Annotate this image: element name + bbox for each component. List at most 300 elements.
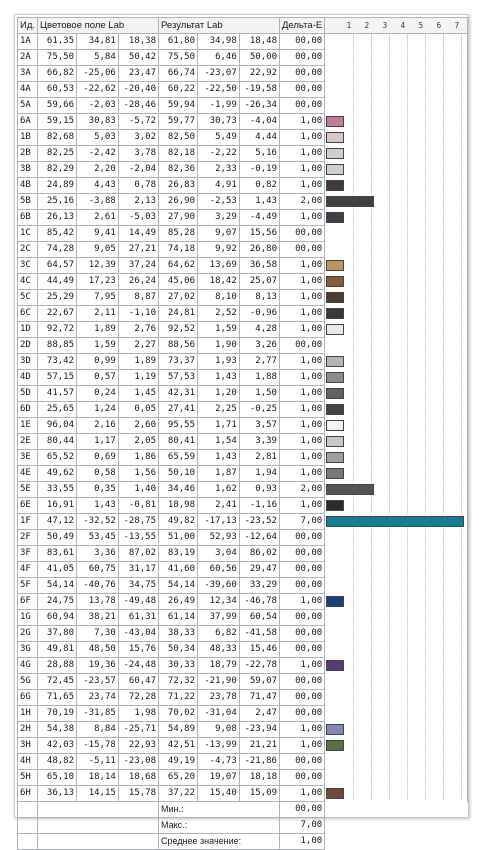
result-lab-value: 26,83 [159, 178, 198, 194]
grid-line [353, 114, 354, 129]
grid-line [371, 66, 372, 81]
target-lab-value: -15,78 [77, 738, 119, 754]
grid-line [443, 402, 444, 417]
summary-label: Макс.: [159, 818, 280, 834]
result-lab-value: 70,02 [159, 706, 198, 722]
target-lab-value: 23,74 [77, 690, 119, 706]
delta-bar [326, 500, 344, 511]
target-lab-value: 5,03 [77, 130, 119, 146]
target-lab-value: 57,15 [38, 370, 77, 386]
grid-line [461, 754, 462, 769]
delta-e-value: 7,00 [279, 514, 324, 530]
grid-line [425, 98, 426, 113]
target-lab-value: 1,59 [77, 338, 119, 354]
bar-track [325, 82, 448, 97]
grid-line [443, 706, 444, 721]
delta-e-value: 1,00 [279, 210, 324, 226]
delta-e-value: 00,00 [279, 690, 324, 706]
patch-id-cell: 1D [18, 322, 38, 338]
target-lab-value: 25,65 [38, 402, 77, 418]
grid-line [353, 498, 354, 513]
grid-line [461, 546, 462, 561]
grid-line [353, 306, 354, 321]
grid-line [443, 114, 444, 129]
result-lab-value: 2,33 [198, 162, 240, 178]
grid-line [443, 674, 444, 689]
delta-bar-cell [325, 610, 468, 626]
grid-line [461, 690, 462, 705]
patch-id-cell: 6C [18, 306, 38, 322]
patch-id-cell: 1A [18, 34, 38, 50]
target-lab-value: 85,42 [38, 226, 77, 242]
grid-line [443, 690, 444, 705]
target-lab-value: -23,57 [77, 674, 119, 690]
grid-line [389, 370, 390, 385]
result-lab-value: 1,43 [239, 194, 279, 210]
grid-line [425, 546, 426, 561]
grid-line [389, 578, 390, 593]
grid-line [443, 482, 444, 497]
result-lab-value: 86,02 [239, 546, 279, 562]
patch-id-cell: 2G [18, 626, 38, 642]
result-lab-value: -21,90 [198, 674, 240, 690]
delta-bar-cell [325, 562, 468, 578]
table-row [18, 210, 468, 226]
delta-bar [326, 484, 374, 495]
summary-spacer [18, 834, 38, 850]
patch-id-cell: 3B [18, 162, 38, 178]
grid-line [371, 450, 372, 465]
result-lab-value: 4,28 [239, 322, 279, 338]
grid-line [389, 642, 390, 657]
result-lab-value: 38,33 [159, 626, 198, 642]
grid-line [443, 130, 444, 145]
grid-line [389, 562, 390, 577]
x-tick-label: 4 [400, 21, 406, 30]
result-lab-value: -22,78 [239, 658, 279, 674]
grid-line [371, 786, 372, 801]
target-lab-value: 60,53 [38, 82, 77, 98]
grid-line [353, 786, 354, 801]
patch-id-cell: 2E [18, 434, 38, 450]
bar-track [325, 754, 448, 769]
grid-line [407, 450, 408, 465]
target-lab-value: -0,81 [118, 498, 158, 514]
delta-bar-cell [325, 258, 468, 274]
grid-line [425, 386, 426, 401]
grid-line [425, 530, 426, 545]
result-lab-value: 6,46 [198, 50, 240, 66]
patch-id-cell: 6F [18, 594, 38, 610]
summary-row [18, 802, 468, 818]
delta-e-value: 1,00 [279, 370, 324, 386]
result-lab-value: 21,21 [239, 738, 279, 754]
table-row [18, 274, 468, 290]
grid-line [371, 98, 372, 113]
patch-id-cell: 4C [18, 274, 38, 290]
grid-line [353, 370, 354, 385]
delta-bar-cell [325, 50, 468, 66]
result-lab-value: 15,46 [239, 642, 279, 658]
grid-line [425, 162, 426, 177]
grid-line [407, 274, 408, 289]
patch-id-cell: 4H [18, 754, 38, 770]
result-lab-value: 26,80 [239, 242, 279, 258]
target-lab-value: 82,29 [38, 162, 77, 178]
delta-bar-cell [325, 194, 468, 210]
bar-track [325, 418, 448, 433]
result-lab-value: 65,20 [159, 770, 198, 786]
target-lab-value: 9,41 [77, 226, 119, 242]
grid-line [371, 738, 372, 753]
x-tick-label: 1 [346, 21, 352, 30]
delta-e-value: 00,00 [279, 66, 324, 82]
target-lab-value: 83,61 [38, 546, 77, 562]
table-row [18, 562, 468, 578]
grid-line [443, 146, 444, 161]
target-lab-value: 0,57 [77, 370, 119, 386]
grid-line [443, 562, 444, 577]
target-lab-value: 3,78 [118, 146, 158, 162]
result-lab-value: -0,19 [239, 162, 279, 178]
grid-line [443, 450, 444, 465]
bar-track [325, 386, 448, 401]
result-lab-value: 9,92 [198, 242, 240, 258]
patch-id-cell: 4F [18, 562, 38, 578]
grid-line [461, 418, 462, 433]
grid-line [425, 562, 426, 577]
grid-line [353, 738, 354, 753]
target-lab-value: 75,50 [38, 50, 77, 66]
grid-line [443, 738, 444, 753]
delta-e-value: 1,00 [279, 658, 324, 674]
target-lab-value: 1,43 [77, 498, 119, 514]
summary-value: 00,00 [279, 802, 324, 818]
bar-track [325, 658, 448, 673]
result-lab-value: 18,18 [239, 770, 279, 786]
grid-line [389, 34, 390, 49]
table-row [18, 690, 468, 706]
bar-track [325, 194, 448, 209]
result-lab-value: -26,34 [239, 98, 279, 114]
target-lab-value: 25,29 [38, 290, 77, 306]
result-lab-value: 61,14 [159, 610, 198, 626]
delta-bar-cell [325, 754, 468, 770]
result-lab-value: 33,29 [239, 578, 279, 594]
target-lab-value: 2,20 [77, 162, 119, 178]
grid-line [353, 562, 354, 577]
grid-line [389, 226, 390, 241]
target-lab-value: 27,21 [118, 242, 158, 258]
bar-track [325, 514, 448, 529]
grid-line [407, 178, 408, 193]
table-row [18, 466, 468, 482]
delta-e-value: 1,00 [279, 498, 324, 514]
delta-bar-cell [325, 338, 468, 354]
result-lab-value: -2,53 [198, 194, 240, 210]
target-lab-value: 7,95 [77, 290, 119, 306]
target-lab-value: 73,42 [38, 354, 77, 370]
result-lab-value: 1,50 [239, 386, 279, 402]
target-lab-value: 60,75 [77, 562, 119, 578]
target-lab-value: 61,35 [38, 34, 77, 50]
table-row [18, 530, 468, 546]
grid-line [371, 370, 372, 385]
grid-line [425, 642, 426, 657]
result-lab-value: 64,62 [159, 258, 198, 274]
result-lab-value: 25,07 [239, 274, 279, 290]
target-lab-value: 88,85 [38, 338, 77, 354]
delta-e-value: 1,00 [279, 722, 324, 738]
target-lab-value: -1,10 [118, 306, 158, 322]
result-lab-value: -22,50 [198, 82, 240, 98]
patch-id-cell: 4D [18, 370, 38, 386]
delta-bar-cell [325, 530, 468, 546]
patch-id-cell: 3D [18, 354, 38, 370]
target-lab-value: 34,75 [118, 578, 158, 594]
grid-line [425, 66, 426, 81]
table-row [18, 610, 468, 626]
grid-line [353, 722, 354, 737]
grid-line [461, 34, 462, 49]
grid-line [353, 706, 354, 721]
grid-line [425, 82, 426, 97]
delta-e-value: 2,00 [279, 482, 324, 498]
grid-line [461, 146, 462, 161]
grid-line [371, 338, 372, 353]
grid-line [461, 194, 462, 209]
grid-line [389, 738, 390, 753]
grid-line [443, 370, 444, 385]
grid-line [443, 82, 444, 97]
result-lab-value: 24,81 [159, 306, 198, 322]
bar-track [325, 34, 448, 49]
grid-line [389, 546, 390, 561]
grid-line [389, 194, 390, 209]
target-lab-value: 14,15 [77, 786, 119, 802]
grid-line [353, 258, 354, 273]
grid-line [461, 594, 462, 609]
grid-line [407, 434, 408, 449]
delta-bar-cell [325, 482, 468, 498]
delta-e-value: 00,00 [279, 82, 324, 98]
patch-id-cell: 5F [18, 578, 38, 594]
grid-line [353, 50, 354, 65]
table-row [18, 322, 468, 338]
target-lab-value: 12,39 [77, 258, 119, 274]
delta-bar-cell [325, 578, 468, 594]
delta-bar-cell [325, 34, 468, 50]
target-lab-value: 34,81 [77, 34, 119, 50]
grid-line [389, 66, 390, 81]
grid-line [353, 82, 354, 97]
grid-line [407, 786, 408, 801]
delta-e-value: 1,00 [279, 354, 324, 370]
delta-e-header: Дельта-E [279, 18, 324, 34]
delta-e-value: 00,00 [279, 754, 324, 770]
grid-line [443, 434, 444, 449]
delta-e-value: 1,00 [279, 130, 324, 146]
grid-line [425, 258, 426, 273]
target-lab-value: 1,89 [118, 354, 158, 370]
result-lab-value: 8,10 [198, 290, 240, 306]
grid-line [371, 642, 372, 657]
bar-track [325, 130, 448, 145]
table-row [18, 402, 468, 418]
target-lab-value: 1,45 [118, 386, 158, 402]
summary-spacer [38, 818, 159, 834]
grid-line [407, 34, 408, 49]
result-lab-value: 1,88 [239, 370, 279, 386]
grid-line [425, 594, 426, 609]
patch-id-cell: 2C [18, 242, 38, 258]
grid-line [407, 210, 408, 225]
target-lab-value: 1,56 [118, 466, 158, 482]
result-lab-value: 15,40 [198, 786, 240, 802]
grid-line [389, 658, 390, 673]
result-lab-value: 3,39 [239, 434, 279, 450]
target-lab-value: -28,46 [118, 98, 158, 114]
target-lab-value: 0,35 [77, 482, 119, 498]
result-lab-value: -23,52 [239, 514, 279, 530]
grid-line [389, 98, 390, 113]
result-lab-value: 60,22 [159, 82, 198, 98]
grid-line [443, 466, 444, 481]
target-lab-value: 49,81 [38, 642, 77, 658]
grid-line [389, 498, 390, 513]
grid-line [371, 354, 372, 369]
delta-e-value: 00,00 [279, 226, 324, 242]
bar-track [325, 162, 448, 177]
result-lab-value: 60,54 [239, 610, 279, 626]
grid-line [389, 210, 390, 225]
result-lab-value: 1,90 [198, 338, 240, 354]
target-lab-value: 47,12 [38, 514, 77, 530]
table-row [18, 370, 468, 386]
grid-line [425, 354, 426, 369]
target-lab-value: 41,57 [38, 386, 77, 402]
target-lab-value: 48,50 [77, 642, 119, 658]
grid-line [461, 402, 462, 417]
result-lab-value: 41,60 [159, 562, 198, 578]
target-lab-value: -43,04 [118, 626, 158, 642]
result-lab-value: -4,04 [239, 114, 279, 130]
target-lab-value: 53,45 [77, 530, 119, 546]
table-row [18, 130, 468, 146]
delta-bar [326, 196, 374, 207]
bar-track [325, 770, 448, 785]
bar-track [325, 50, 448, 65]
grid-line [425, 770, 426, 785]
patch-id-cell: 1C [18, 226, 38, 242]
target-lab-value: 82,25 [38, 146, 77, 162]
table-row [18, 258, 468, 274]
target-lab-value: 9,05 [77, 242, 119, 258]
delta-bar-cell [325, 210, 468, 226]
grid-line [407, 402, 408, 417]
grid-line [389, 450, 390, 465]
delta-bar [326, 372, 344, 383]
delta-bar-cell [325, 690, 468, 706]
summary-label: Среднее значение: [159, 834, 280, 850]
grid-line [443, 194, 444, 209]
table-row [18, 706, 468, 722]
grid-line [407, 530, 408, 545]
target-lab-value: 87,02 [118, 546, 158, 562]
table-row [18, 578, 468, 594]
delta-bar-cell [325, 178, 468, 194]
result-lab-value: 50,00 [239, 50, 279, 66]
grid-line [353, 242, 354, 257]
grid-line [461, 658, 462, 673]
bar-track [325, 610, 448, 625]
grid-line [389, 322, 390, 337]
result-lab-value: 3,04 [198, 546, 240, 562]
grid-line [353, 594, 354, 609]
target-lab-value: 0,58 [77, 466, 119, 482]
target-lab-value: 14,49 [118, 226, 158, 242]
result-lab-value: 1,59 [198, 322, 240, 338]
grid-line [389, 274, 390, 289]
grid-line [371, 578, 372, 593]
patch-id-cell: 3A [18, 66, 38, 82]
grid-line [371, 754, 372, 769]
grid-line [461, 338, 462, 353]
delta-bar [326, 388, 344, 399]
grid-line [461, 450, 462, 465]
patch-id-cell: 4B [18, 178, 38, 194]
grid-line [371, 210, 372, 225]
target-lab-value: -3,88 [77, 194, 119, 210]
result-lab-value: 61,80 [159, 34, 198, 50]
grid-line [425, 194, 426, 209]
grid-line [443, 658, 444, 673]
target-lab-value: -5,03 [118, 210, 158, 226]
grid-line [425, 466, 426, 481]
result-lab-value: 29,47 [239, 562, 279, 578]
grid-line [425, 754, 426, 769]
grid-line [425, 498, 426, 513]
result-lab-value: 83,19 [159, 546, 198, 562]
result-lab-value: 26,49 [159, 594, 198, 610]
result-lab-header: Результат Lab [159, 18, 280, 34]
result-lab-value: -23,94 [239, 722, 279, 738]
grid-line [371, 34, 372, 49]
patch-id-cell: 6D [18, 402, 38, 418]
result-lab-value: 23,78 [198, 690, 240, 706]
delta-e-value: 1,00 [279, 146, 324, 162]
target-lab-value: -25,06 [77, 66, 119, 82]
result-lab-value: 0,93 [239, 482, 279, 498]
grid-line [425, 418, 426, 433]
grid-line [407, 466, 408, 481]
target-lab-value: 65,10 [38, 770, 77, 786]
grid-line [443, 274, 444, 289]
summary-spacer [325, 802, 468, 818]
result-lab-value: 59,94 [159, 98, 198, 114]
target-lab-value: 70,19 [38, 706, 77, 722]
target-lab-value: 65,52 [38, 450, 77, 466]
delta-e-value: 00,00 [279, 626, 324, 642]
grid-line [371, 418, 372, 433]
bar-track [325, 370, 448, 385]
grid-line [461, 626, 462, 641]
grid-line [425, 290, 426, 305]
patch-id-cell: 3E [18, 450, 38, 466]
grid-line [407, 578, 408, 593]
delta-bar-cell [325, 706, 468, 722]
target-lab-value: 3,02 [118, 130, 158, 146]
